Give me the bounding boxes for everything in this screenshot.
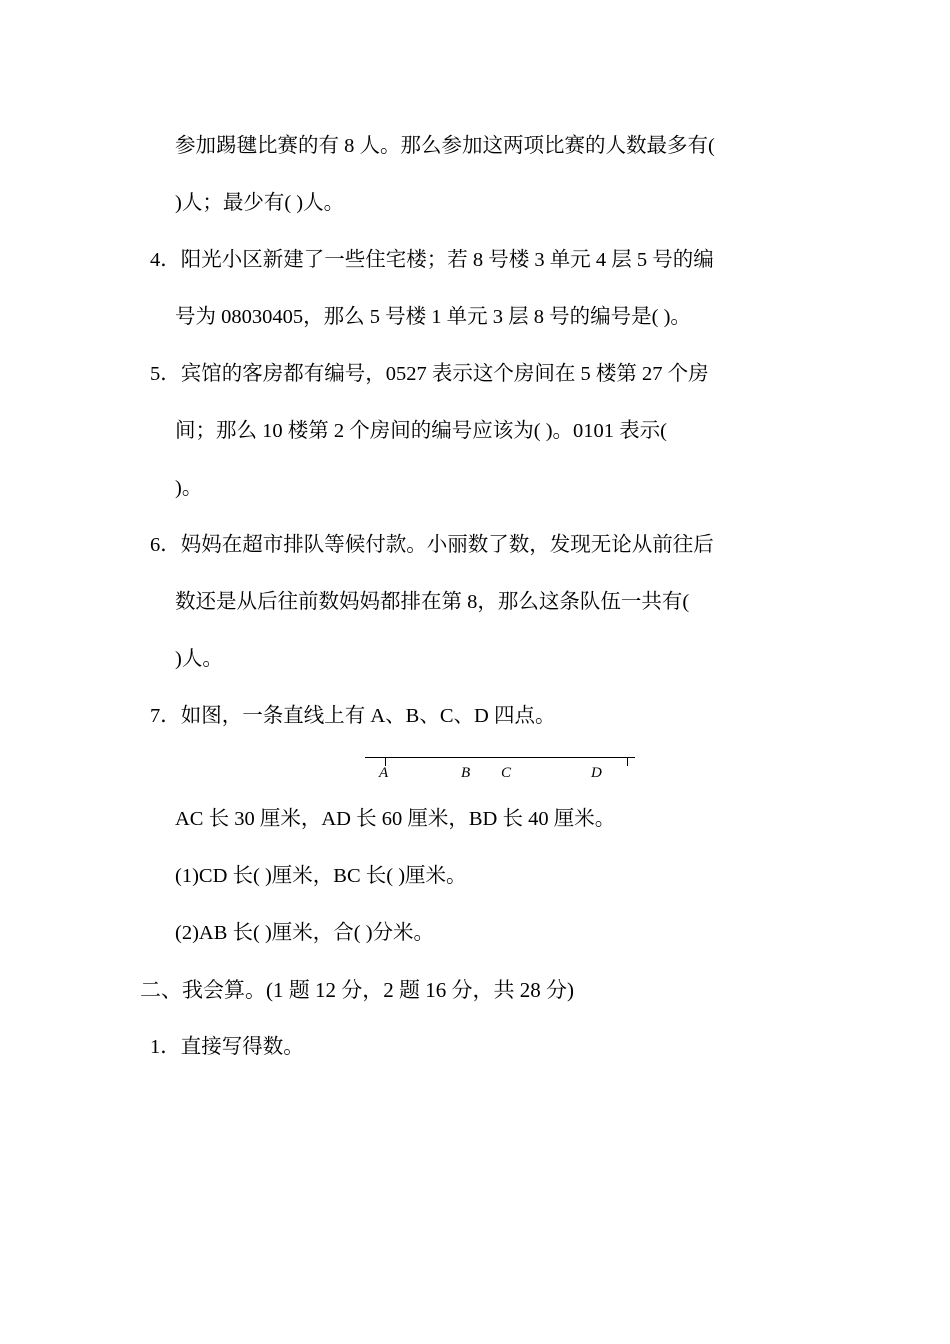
question-3-continuation-line-1: 参加踢毽比赛的有 8 人。那么参加这两项比赛的人数最多有( <box>175 135 715 157</box>
figure-tick-right <box>627 757 628 766</box>
figure-label-a: A <box>379 765 389 781</box>
question-7-line-2: AC 长 30 厘米，AD 长 60 厘米，BD 长 40 厘米。 <box>175 808 616 830</box>
question-7-line-3: (1)CD 长( )厘米，BC 长( )厘米。 <box>175 865 467 887</box>
figure-label-b: B <box>461 765 471 781</box>
number-line-figure <box>365 745 635 791</box>
question-3-continuation-line-2: )人；最少有( )人。 <box>175 192 345 214</box>
question-6-line-1: 6．妈妈在超市排队等候付款。小丽数了数，发现无论从前往后 <box>150 534 714 556</box>
number-line-figure-wrapper <box>140 745 840 791</box>
figure-label-c: C <box>501 765 512 781</box>
question-6-line-3: )人。 <box>175 648 223 670</box>
question-4-line-2: 号为 08030405，那么 5 号楼 1 单元 3 层 8 号的编号是( )。 <box>175 306 691 328</box>
question-7-line-4: (2)AB 长( )厘米，合( )分米。 <box>175 922 435 944</box>
figure-axis-line <box>365 757 635 758</box>
question-4-line-1: 4．阳光小区新建了一些住宅楼；若 8 号楼 3 单元 4 层 5 号的编 <box>150 249 714 271</box>
question-6-line-2: 数还是从后往前数妈妈都排在第 8，那么这条队伍一共有( <box>175 591 690 613</box>
figure-label-d: D <box>591 765 602 781</box>
section-two-item-1: 1．直接写得数。 <box>150 1036 304 1058</box>
question-5-line-3: )。 <box>175 477 203 499</box>
question-5-line-2: 间；那么 10 楼第 2 个房间的编号应该为( )。0101 表示( <box>175 420 667 442</box>
question-7-line-1: 7．如图，一条直线上有 A、B、C、D 四点。 <box>150 705 556 727</box>
section-two-heading: 二、我会算。(1 题 12 分，2 题 16 分，共 28 分) <box>140 978 574 1002</box>
document-content <box>140 118 840 1076</box>
question-5-line-1: 5．宾馆的客房都有编号，0527 表示这个房间在 5 楼第 27 个房 <box>150 363 709 385</box>
